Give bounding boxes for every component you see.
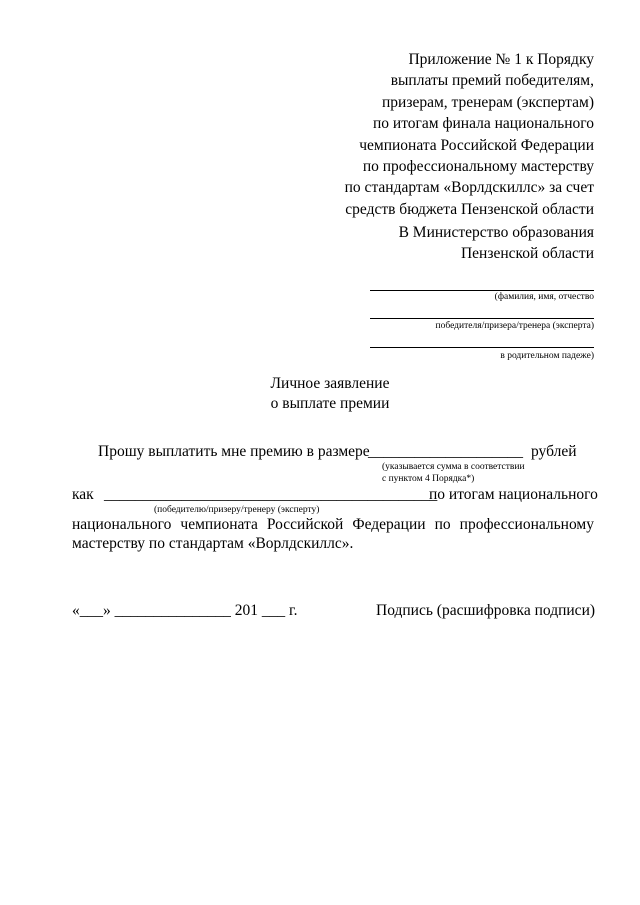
amount-hint-1: (указывается сумма в соответствии <box>382 462 525 472</box>
title-line-2: о выплате премии <box>270 395 390 412</box>
body-line-3: национального чемпионата Российской Федерации по профессиональному <box>72 516 594 533</box>
request-text: Прошу выплатить мне премию в размере <box>98 443 370 460</box>
as-text: как <box>72 486 94 503</box>
signature-label: Подпись (расшифровка подписи) <box>376 602 596 619</box>
body-line-4: мастерству по стандартам «Ворлдскиллс». <box>72 535 354 552</box>
applicant-name-hint: (фамилия, имя, отчество <box>494 292 594 302</box>
document-title <box>0 374 640 414</box>
amount-field[interactable]: ____________________ <box>368 443 523 460</box>
applicant-case-hint: в родительном падеже) <box>500 351 594 361</box>
applicant-role-hint: победителя/призера/тренера (эксперта) <box>435 321 594 331</box>
appendix-header <box>345 49 594 220</box>
appendix-line: по профессиональному мастерству <box>362 158 594 176</box>
addressee-block <box>399 222 594 264</box>
results-text: по итогам национального <box>429 486 598 503</box>
role-hint: (победителю/призеру/тренеру (эксперту) <box>154 505 320 515</box>
applicant-case-field[interactable] <box>370 347 594 348</box>
appendix-line: по итогам финала национального <box>373 115 594 133</box>
applicant-name-field[interactable] <box>370 290 594 291</box>
applicant-role-field[interactable] <box>370 318 594 319</box>
addressee-line-1: В Министерство образования <box>398 224 594 241</box>
appendix-line: призерам, тренерам (экспертам) <box>382 93 594 111</box>
appendix-line: по стандартам «Ворлдскиллс» за счет <box>344 179 594 197</box>
appendix-line: выплаты премий победителям, <box>390 72 594 90</box>
role-field[interactable]: ___________________________________________ <box>104 486 438 503</box>
addressee-line-2: Пензенской области <box>460 245 594 262</box>
currency-label: рублей <box>531 443 577 460</box>
date-field[interactable]: «___» _______________ 201 ___ г. <box>72 602 298 619</box>
appendix-line: Приложение № 1 к Порядку <box>408 51 594 68</box>
amount-hint-2: с пунктом 4 Порядка*) <box>382 474 475 484</box>
title-line-1: Личное заявление <box>270 375 390 392</box>
appendix-line: средств бюджета Пензенской области <box>345 200 594 218</box>
appendix-line: чемпионата Российской Федерации <box>359 136 594 154</box>
